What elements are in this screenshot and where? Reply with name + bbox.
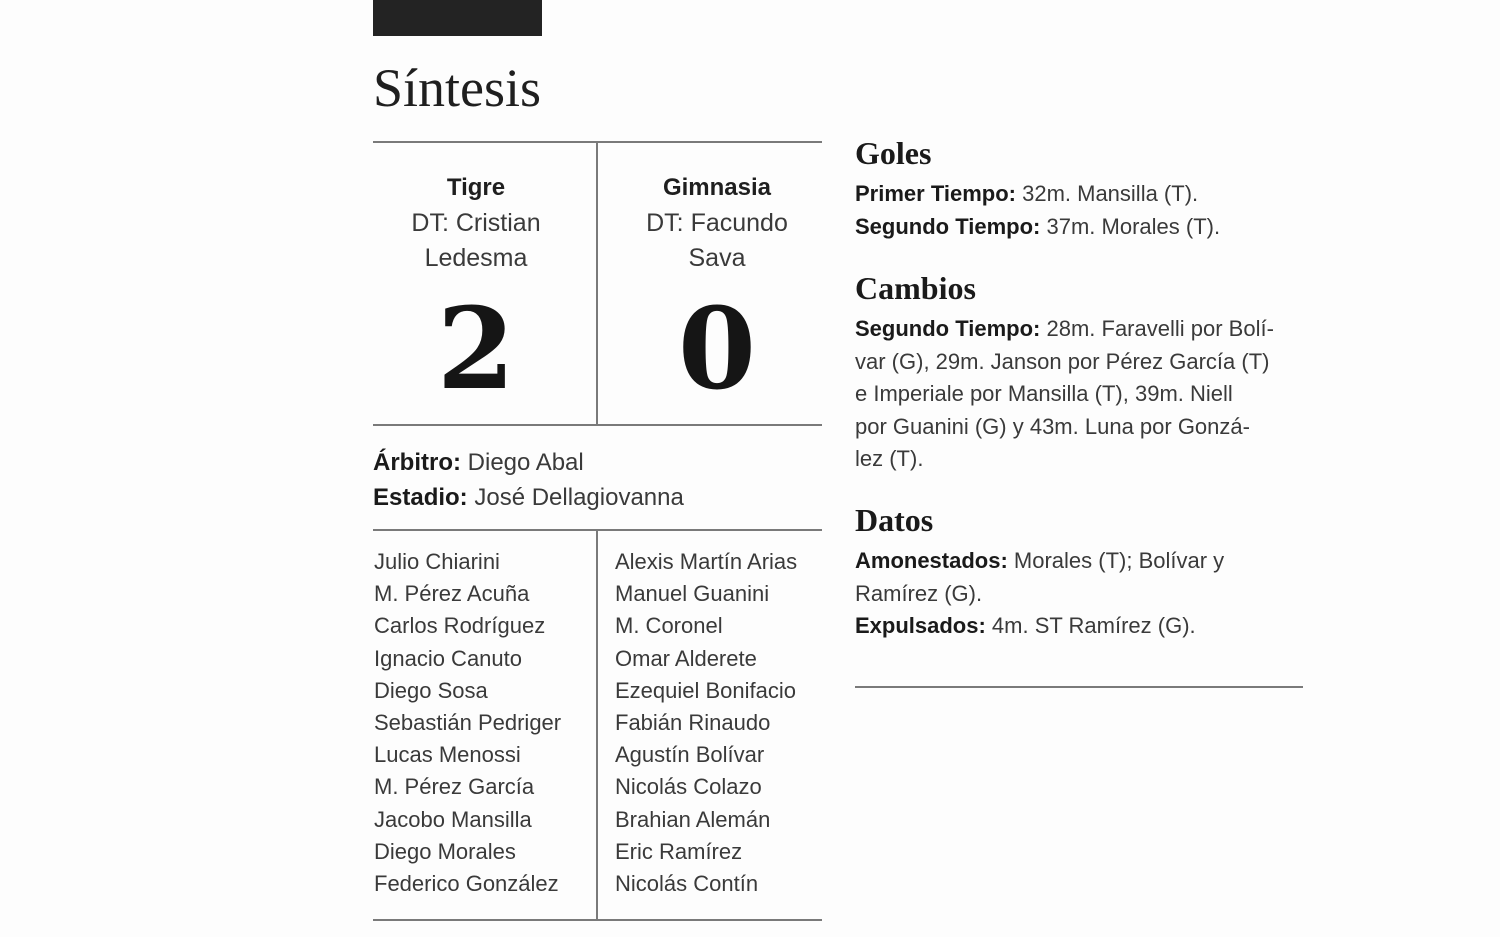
referee-line [373, 446, 584, 480]
amonestados-label: Amonestados: [855, 548, 1008, 573]
cambios-body [855, 313, 1305, 476]
list-item: Ezequiel Bonifacio [615, 677, 797, 703]
home-lineup [374, 546, 561, 900]
list-item: Ignacio Canuto [374, 645, 522, 671]
divider-right-bottom [855, 686, 1303, 688]
goles-heading: Goles [855, 135, 932, 171]
list-item: Jacobo Mansilla [374, 806, 532, 832]
list-item: M. Coronel [615, 613, 723, 639]
stadium-name: José Dellagiovanna [467, 484, 684, 511]
list-item: Agustín Bolívar [615, 742, 765, 768]
goles-first-half [855, 178, 1305, 211]
cambios-line: var (G), 29m. Janson por Pérez García (T) [855, 348, 1270, 374]
list-item: Omar Alderete [615, 645, 757, 671]
cambios-heading: Cambios [855, 270, 976, 306]
list-item: Lucas Menossi [374, 742, 521, 768]
second-half-label: Segundo Tiempo: [855, 213, 1041, 239]
cambios-line [855, 313, 1305, 346]
list-item: Alexis Martín Arias [615, 549, 798, 574]
list-item: Diego Morales [374, 838, 516, 864]
amonestados-line: Ramírez (G). [855, 580, 983, 606]
stadium-label: Estadio: [373, 484, 468, 511]
cambios-label: Segundo Tiempo: [855, 316, 1041, 341]
header-bar [373, 0, 542, 36]
page-title: Síntesis [373, 58, 542, 118]
amonestados-text: Morales (T); Bolívar y [1007, 548, 1225, 573]
cambios-line: lez (T). [855, 446, 924, 471]
expulsados-line [855, 610, 1305, 643]
away-coach-line2: Sava [688, 244, 746, 272]
list-item: M. Pérez García [374, 774, 535, 800]
home-team [366, 170, 586, 276]
datos-heading: Datos [855, 502, 934, 538]
away-score: 0 [678, 284, 756, 415]
expulsados-text: 4m. ST Ramírez (G). [985, 613, 1196, 638]
away-lineup [615, 546, 797, 900]
away-coach-line1: DT: Facundo [646, 209, 788, 237]
list-item: Carlos Rodríguez [374, 613, 546, 639]
divider-lineups-bottom [373, 919, 822, 921]
list-item: Nicolás Contín [615, 871, 759, 897]
referee-name: Diego Abal [460, 449, 584, 476]
list-item: Brahian Alemán [615, 806, 771, 832]
amonestados-line [855, 545, 1305, 578]
home-team-name: Tigre [446, 174, 506, 201]
list-item: Fabián Rinaudo [615, 710, 771, 736]
referee-label: Árbitro: [373, 449, 461, 476]
away-team [607, 170, 827, 276]
list-item: Sebastián Pedriger [374, 710, 562, 736]
expulsados-label: Expulsados: [855, 613, 986, 638]
home-coach-line1: DT: Cristian [411, 209, 541, 237]
list-item: Manuel Guanini [615, 581, 770, 607]
divider-score-bottom [373, 424, 822, 426]
away-team-name: Gimnasia [662, 174, 772, 201]
cambios-line: por Guanini (G) y 43m. Luna por Gonzá- [855, 413, 1250, 439]
home-coach-line2: Ledesma [424, 244, 528, 272]
first-half-label: Primer Tiempo: [855, 181, 1016, 206]
goles-second-half [855, 211, 1305, 244]
list-item: Federico González [374, 871, 559, 897]
list-item: M. Pérez Acuña [374, 581, 530, 607]
cambios-line: e Imperiale por Mansilla (T), 39m. Niell [855, 381, 1233, 406]
first-half-goals: 32m. Mansilla (T). [1015, 181, 1199, 206]
list-item: Eric Ramírez [615, 838, 743, 864]
datos-body [855, 545, 1305, 643]
list-item: Julio Chiarini [374, 549, 500, 574]
stadium-line [373, 481, 684, 515]
second-half-goals: 37m. Morales (T). [1040, 213, 1221, 239]
home-score: 2 [437, 284, 515, 415]
cambios-text: 28m. Faravelli por Bolí- [1040, 316, 1274, 341]
goles-body [855, 178, 1305, 243]
divider-teams [596, 142, 598, 425]
list-item: Nicolás Colazo [615, 774, 762, 800]
list-item: Diego Sosa [374, 677, 488, 703]
divider-lineups [596, 530, 598, 920]
